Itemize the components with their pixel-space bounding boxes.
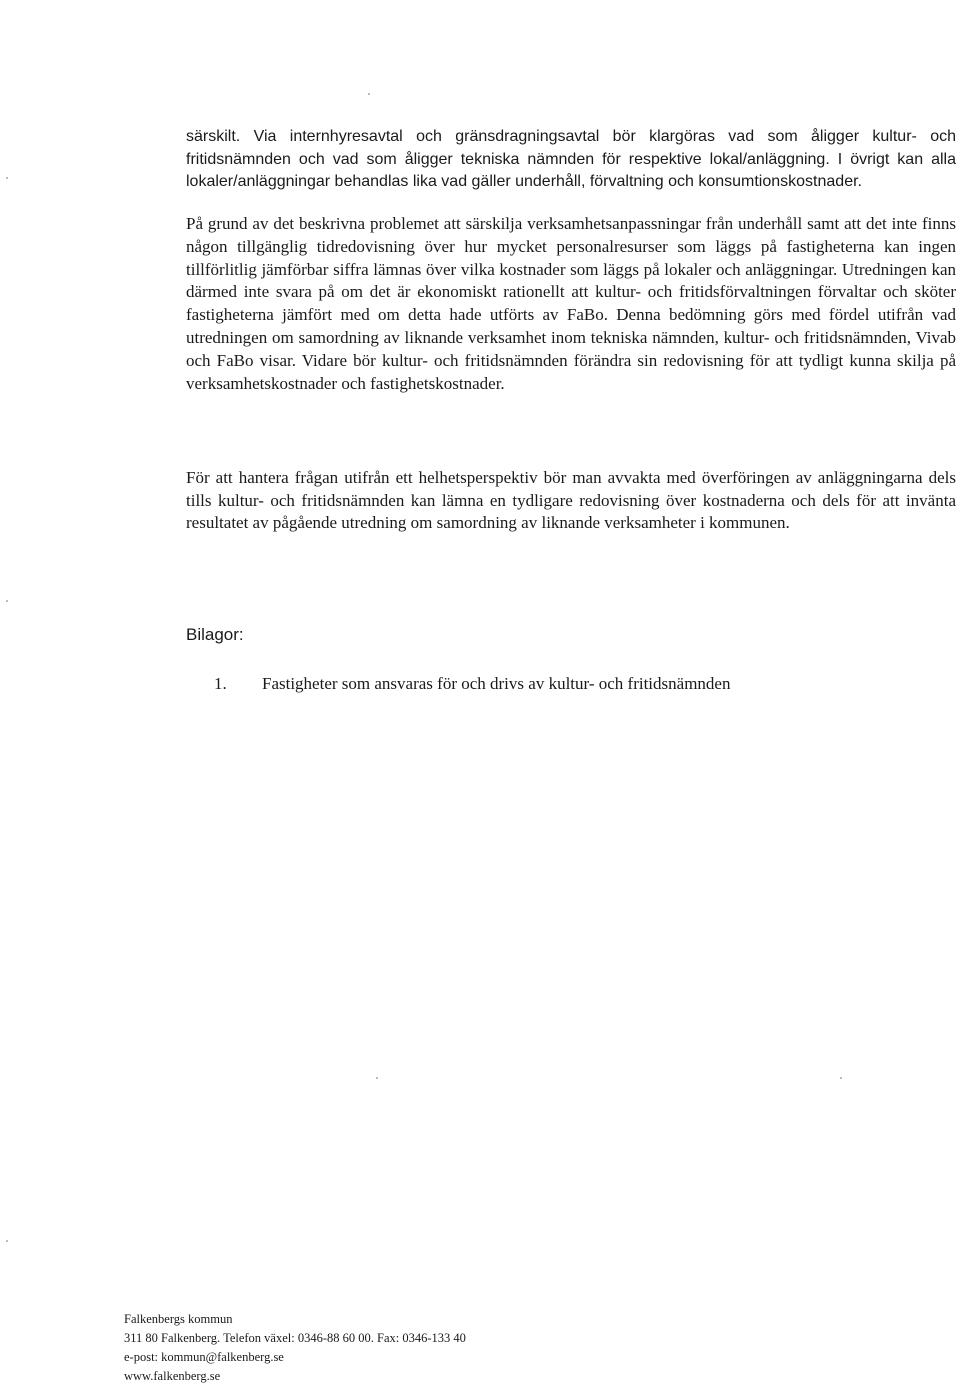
paragraph-3: För att hantera frågan utifrån ett helhetsperspektiv bör man avvakta med överföringen av anläggningarna dels tills kultur- och fritidsnämnden kan lämna en tydligare redovisning över kostnaderna och dels för att invänta resultatet av pågående utredning om samordning av liknande verksamheter i kommunen. <box>186 468 956 533</box>
scan-speck <box>6 177 8 179</box>
page-footer <box>124 1310 466 1386</box>
attachments-list <box>186 674 730 694</box>
attachment-item <box>186 674 730 694</box>
attachment-text: Fastigheter som ansvaras för och drivs av kultur- och fritidsnämnden <box>262 674 731 693</box>
paragraph-2: På grund av det beskrivna problemet att särskilja verksamhetsanpassningar från underhåll samt att det inte finns någon tillgänglig tidredovisning över hur mycket personalresurser som läggs på fastigheterna kan ingen tillförlitlig jämförbar siffra lämnas över vilka kostnader som läggs på lokaler och anläggningar. Utredningen kan därmed inte svara på om det är ekonomiskt rationellt att kultur- och fritidsförvaltningen förvaltar och sköter fastigheterna jämfört med om detta hade utförts av FaBo. Denna bedömning görs med fördel utifrån vad utredningen om samordning av liknande verksamhet inom tekniska nämnden, kultur- och fritidsnämnden, Vivab och FaBo visar. Vidare bör kultur- och fritidsnämnden förändra sin redovisning för att tydligt kunna skilja på verksamhetskostnader och fastighetskostnader. <box>186 214 956 393</box>
attachments-heading: Bilagor: <box>186 625 244 644</box>
scan-speck <box>840 1077 842 1079</box>
scan-speck <box>6 1240 8 1242</box>
footer-address-phone: 311 80 Falkenberg. Telefon växel: 0346-88 60 00. Fax: 0346-133 40 <box>124 1331 466 1345</box>
scan-speck <box>6 600 8 602</box>
attachment-number: 1. <box>214 674 227 693</box>
footer-email: e-post: kommun@falkenberg.se <box>124 1350 284 1364</box>
scan-speck <box>368 93 370 95</box>
paragraph-1: särskilt. Via internhyresavtal och gränsdragningsavtal bör klargöras vad som åligger kultur- och fritidsnämnden och vad som åligger tekniska nämnden för respektive lokal/anläggning. I övrigt kan alla lokaler/anläggningar behandlas lika vad gäller underhåll, förvaltning och konsumtionskostnader. <box>186 128 956 191</box>
scan-speck <box>376 1077 378 1079</box>
footer-org-name: Falkenbergs kommun <box>124 1312 233 1326</box>
footer-website: www.falkenberg.se <box>124 1369 221 1383</box>
